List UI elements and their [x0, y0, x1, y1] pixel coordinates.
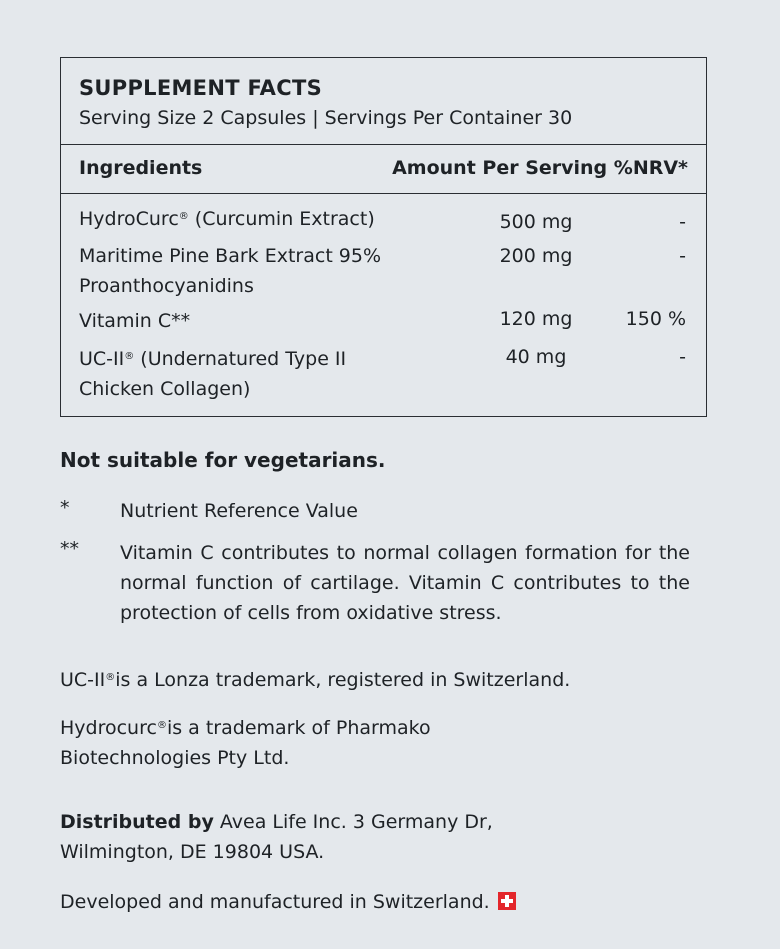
ingredient-name-pine-bark: Maritime Pine Bark Extract 95% Proanthocyanidins	[79, 245, 382, 297]
distributed-by-label: Distributed by	[60, 811, 214, 833]
ingredient-name-uc-ii: UC-II® (Undernatured Type II Chicken Collagen)	[79, 348, 347, 400]
footnote-2-text: Vitamin C contributes to normal collagen formation for the normal function of cartilage. Vitamin C contributes to the protection of cells from oxidative stress.	[120, 542, 690, 624]
serving-info: Serving Size 2 Capsules | Servings Per Container 30	[79, 107, 573, 129]
vegetarian-warning: Not suitable for vegetarians.	[60, 448, 386, 472]
ingredient-nrv: -	[679, 346, 686, 368]
ingredients-header: Ingredients	[79, 157, 203, 179]
footnote-2-marker: **	[60, 538, 79, 560]
ingredient-name-vitamin-c: Vitamin C**	[79, 310, 191, 332]
registered-mark: ®	[105, 672, 116, 683]
ingredient-name-hydrocurc: HydroCurc® (Curcumin Extract)	[79, 208, 375, 230]
facts-title: SUPPLEMENT FACTS	[79, 76, 322, 100]
registered-mark: ®	[156, 720, 167, 731]
ingredient-nrv: 150 %	[625, 308, 686, 330]
distributor-info: Distributed by Avea Life Inc. 3 Germany Dr, Wilmington, DE 19804 USA.	[60, 811, 493, 863]
facts-header	[61, 58, 706, 145]
ingredient-amount: 500 mg	[499, 211, 573, 233]
ingredient-amount: 120 mg	[499, 308, 573, 330]
column-header	[61, 144, 706, 194]
footnote-1-marker: *	[60, 497, 70, 519]
uc-ii-trademark-note: UC-II®is a Lonza trademark, registered in Switzerland.	[60, 669, 571, 691]
ingredient-nrv: -	[679, 211, 686, 233]
supplement-facts-panel	[60, 57, 707, 417]
ingredient-amount: 40 mg	[505, 346, 567, 368]
hydrocurc-trademark-note: Hydrocurc®is a trademark of Pharmako Biotechnologies Pty Ltd.	[60, 717, 431, 769]
amount-nrv-header: Amount Per Serving %NRV*	[392, 157, 688, 179]
footnote-1-text: Nutrient Reference Value	[120, 500, 358, 522]
ingredient-amount: 200 mg	[499, 245, 573, 267]
registered-mark: ®	[124, 351, 135, 362]
ingredient-nrv: -	[679, 245, 686, 267]
origin-note: Developed and manufactured in Switzerland.	[60, 887, 700, 917]
registered-mark: ®	[178, 211, 189, 222]
swiss-flag-icon	[498, 892, 516, 910]
